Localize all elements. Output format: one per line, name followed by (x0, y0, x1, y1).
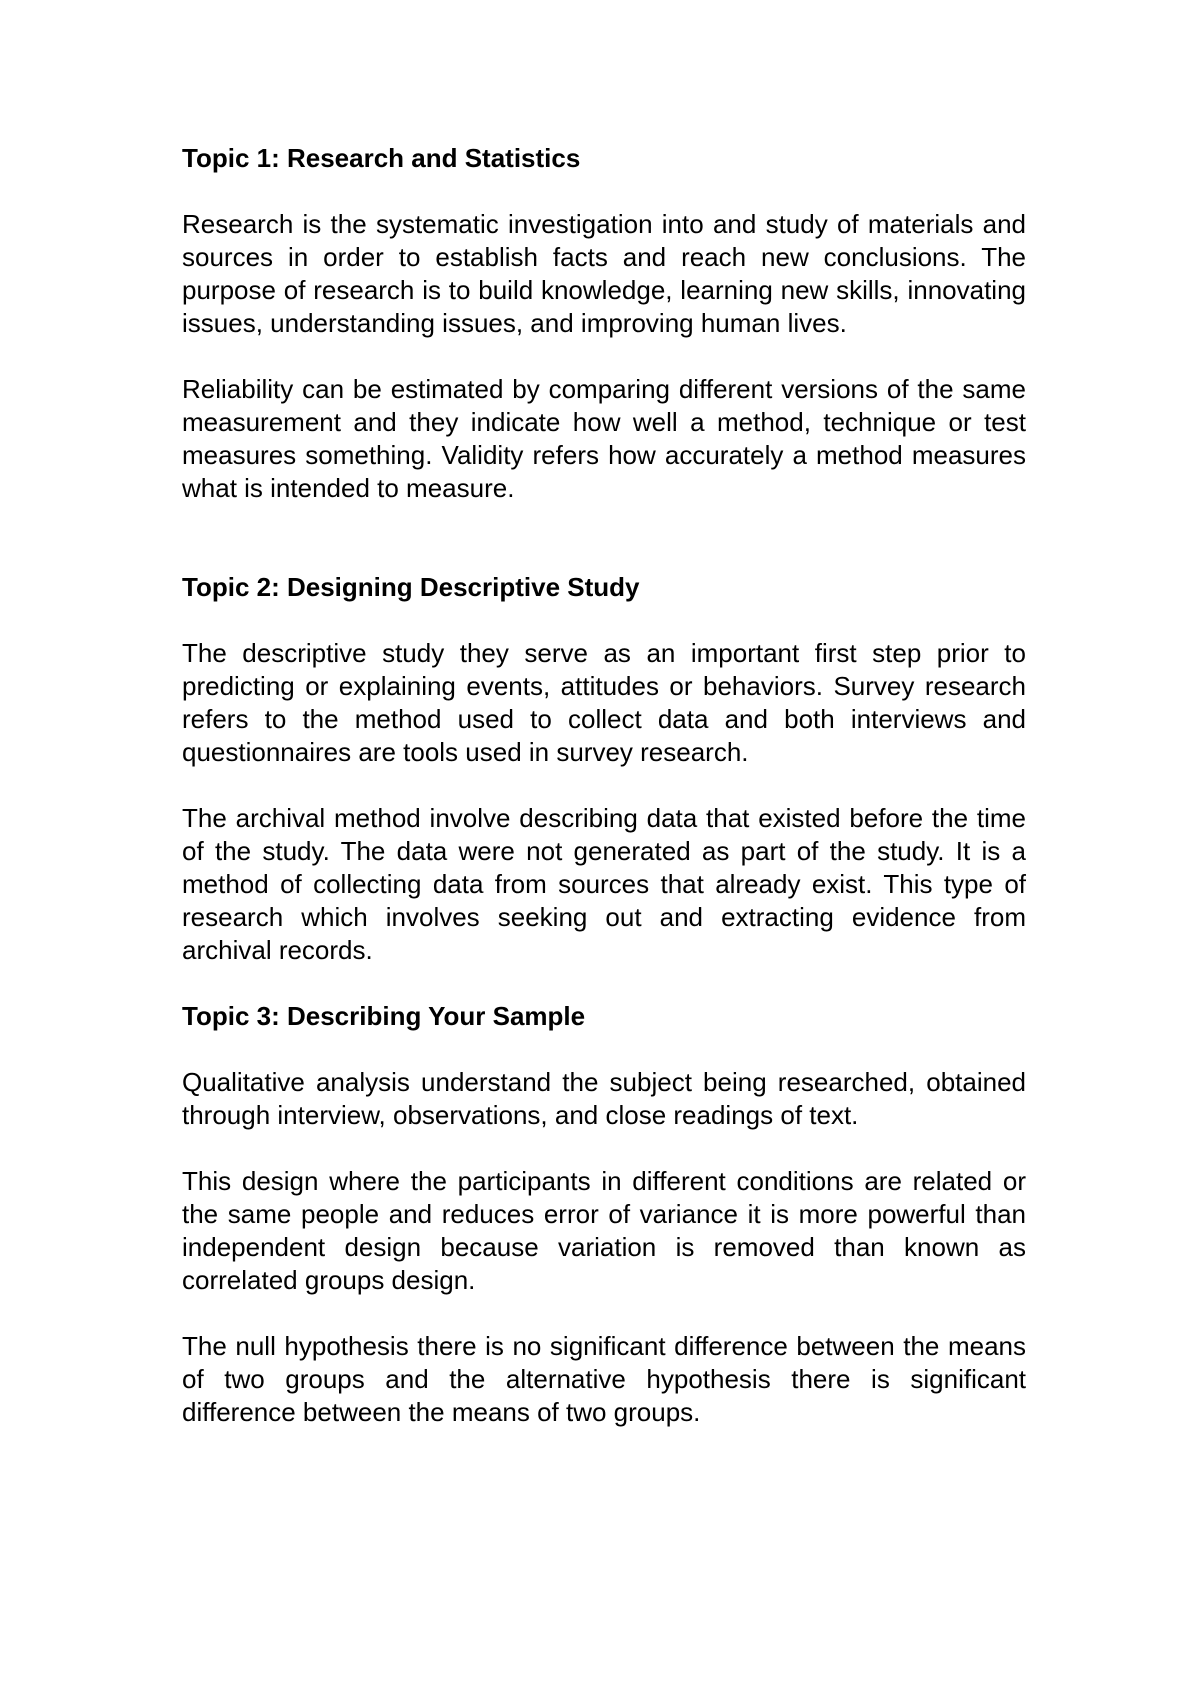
section-heading-topic-3: Topic 3: Describing Your Sample (182, 1001, 586, 1031)
paragraph-null-hypothesis: The null hypothesis there is no significant difference between the means of two groups and the alternative hypothesis there is significant difference between the means of two groups. (182, 1331, 1026, 1427)
section-spacer (182, 538, 1026, 571)
document-body (182, 142, 1026, 1462)
paragraph-correlated-groups-design: This design where the participants in different conditions are related or the same people and reduces error of variance it is more powerful than independent design because variation is removed than known as correlated groups design. (182, 1166, 1026, 1295)
paragraph-descriptive-study: The descriptive study they serve as an important first step prior to predicting or explaining events, attitudes or behaviors. Survey research refers to the method used to collect data and both interviews and questionnaires are tools used in survey research. (182, 638, 1026, 767)
paragraph-archival-method: The archival method involve describing data that existed before the time of the study. The data were not generated as part of the study. It is a method of collecting data from sources that already exist. This type of research which involves seeking out and extracting evidence from archival records. (182, 803, 1026, 965)
section-heading-topic-2: Topic 2: Designing Descriptive Study (182, 572, 640, 602)
paragraph-research-definition: Research is the systematic investigation into and study of materials and sources in order to establish facts and reach new conclusions. The purpose of research is to build knowledge, learning new skills, innovating issues, understanding issues, and improving human lives. (182, 209, 1026, 338)
section-heading-topic-1: Topic 1: Research and Statistics (182, 143, 581, 173)
paragraph-reliability-validity: Reliability can be estimated by comparing different versions of the same measurement and they indicate how well a method, technique or test measures something. Validity refers how accurately a method measures what is intended to measure. (182, 374, 1026, 503)
paragraph-qualitative-analysis: Qualitative analysis understand the subject being researched, obtained through interview, observations, and close readings of text. (182, 1067, 1026, 1130)
